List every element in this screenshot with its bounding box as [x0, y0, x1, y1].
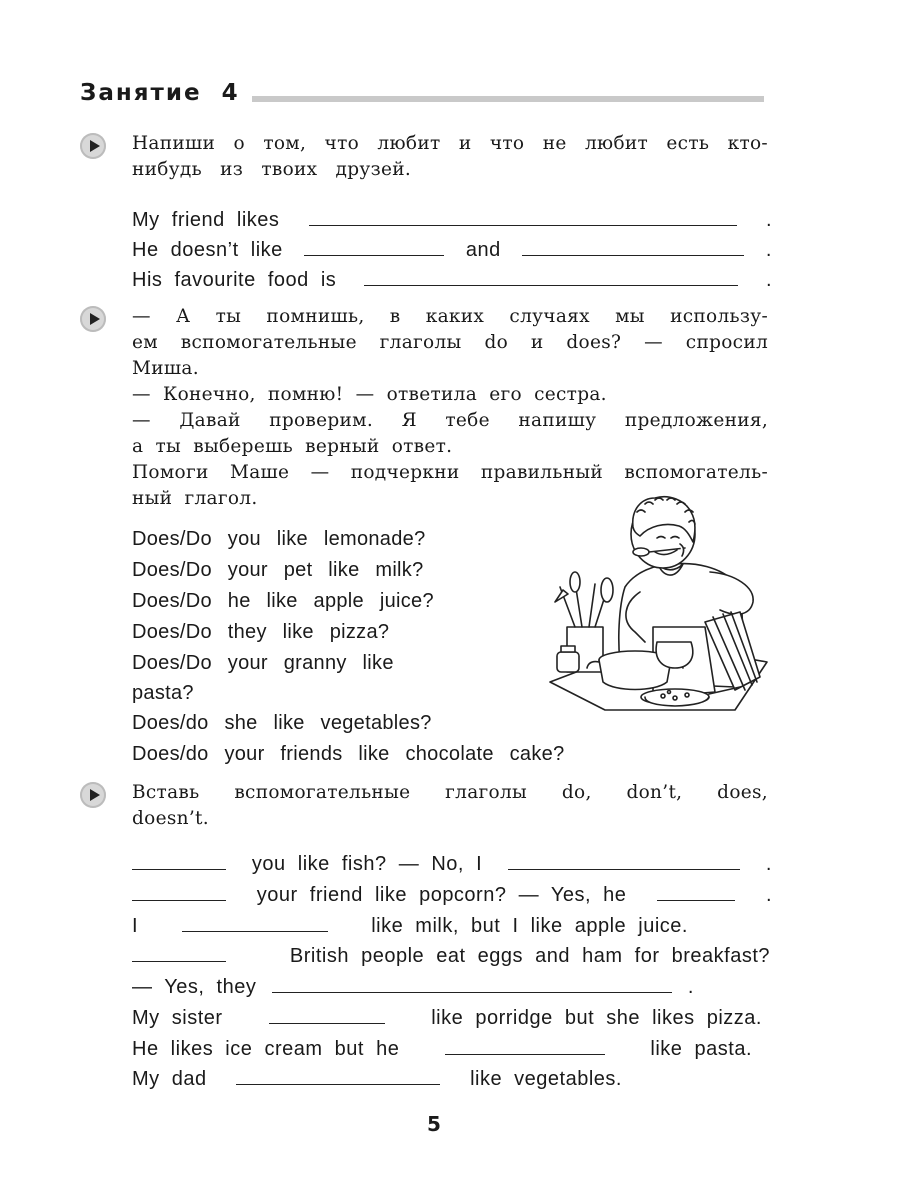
answer-blank[interactable] [508, 868, 740, 870]
task1-line-doesnt-like [132, 232, 772, 262]
task1-line2-prefix: He doesn’t like [132, 239, 283, 261]
end-dot: . [765, 209, 772, 231]
play-arrow-icon [80, 133, 106, 159]
play-arrow-icon [80, 306, 106, 332]
task3-s6-pre: My sister [132, 1007, 223, 1029]
task3-s3-pre: I [132, 915, 139, 937]
task3-s7-post: like pasta. [650, 1038, 752, 1060]
task3-s4-post: British people eat eggs and ham for breakfast? [289, 945, 770, 967]
task2-text-line6: а ты выберешь верный ответ. [132, 436, 453, 457]
lesson-heading: Занятие 4 [80, 80, 240, 106]
task2-text-line1: — А ты помнишь, в каких случаях мы использу- [132, 306, 768, 327]
task1-line3-prefix: His favourite food is [132, 269, 337, 291]
end-dot: . [765, 239, 772, 261]
task3-sentence-2 [132, 877, 772, 907]
task2-text-line8: ный глагол. [132, 488, 258, 509]
heading-rule [252, 96, 764, 102]
task3-s5-pre: — Yes, they [132, 976, 257, 998]
end-dot: . [687, 976, 694, 998]
end-dot: . [765, 269, 772, 291]
granny-cooking-illustration [545, 492, 770, 714]
task3-s7-pre: He likes ice cream but he [132, 1038, 400, 1060]
answer-blank[interactable] [132, 899, 226, 901]
task1-line1-prefix: My friend likes [132, 209, 280, 231]
task1-line2-and: and [465, 239, 501, 261]
task1-line-friend-likes [132, 202, 772, 232]
task2-text-line4: — Конечно, помню! — ответила его сестра. [132, 384, 607, 405]
question-item[interactable]: Does/do your friends like chocolate cake? [132, 743, 565, 765]
task3-sentence-8 [132, 1061, 622, 1091]
task3-sentence-6 [132, 1000, 762, 1030]
question-item[interactable]: Does/Do you like lemonade? [132, 528, 426, 550]
task2-text-line7: Помоги Маше — подчеркни правильный вспомогатель- [132, 462, 768, 483]
answer-blank[interactable] [657, 899, 735, 901]
answer-blank[interactable] [522, 254, 744, 256]
task3-s8-pre: My dad [132, 1068, 207, 1090]
task3-sentence-4 [132, 938, 770, 968]
question-item[interactable]: Does/Do he like apple juice? [132, 590, 434, 612]
task2-text-line5: — Давай проверим. Я тебе напишу предложения, [132, 410, 768, 431]
task2-text-line2: ем вспомогательные глаголы do и does? — спросил [132, 332, 768, 353]
task3-s8-post: like vegetables. [470, 1068, 622, 1090]
answer-blank[interactable] [132, 868, 226, 870]
answer-blank[interactable] [236, 1083, 440, 1085]
question-item[interactable]: Does/Do they like pizza? [132, 621, 390, 643]
play-arrow-icon [80, 782, 106, 808]
end-dot: . [765, 884, 772, 906]
answer-blank[interactable] [182, 930, 328, 932]
task3-sentence-3 [132, 908, 688, 938]
answer-blank[interactable] [445, 1053, 605, 1055]
question-item[interactable]: Does/Do your pet like milk? [132, 559, 424, 581]
task3-instruction-line1: Вставь вспомогательные глаголы do, don’t, does, [132, 782, 768, 803]
question-item[interactable]: Does/do she like vegetables? [132, 712, 432, 734]
answer-blank[interactable] [132, 960, 226, 962]
task3-sentence-1 [132, 846, 772, 876]
task3-s1-text: you like fish? — No, I [251, 853, 483, 875]
task3-s6-post: like porridge but she likes pizza. [431, 1007, 762, 1029]
page-number: 5 [427, 1112, 441, 1136]
answer-blank[interactable] [269, 1022, 385, 1024]
question-item[interactable]: Does/Do your granny like [132, 652, 394, 674]
task3-sentence-5 [132, 969, 694, 999]
task1-instruction-line2: нибудь из твоих друзей. [132, 159, 412, 180]
question-item-continued: pasta? [132, 682, 194, 704]
task1-instruction-line1: Напиши о том, что любит и что не любит есть кто- [132, 133, 768, 154]
answer-blank[interactable] [309, 224, 737, 226]
task3-s3-post: like milk, but I like apple juice. [371, 915, 688, 937]
answer-blank[interactable] [364, 284, 738, 286]
task2-text-line3: Миша. [132, 358, 199, 379]
task1-line-favourite-food [132, 262, 772, 292]
answer-blank[interactable] [304, 254, 444, 256]
task3-instruction-line2: doesn’t. [132, 808, 209, 829]
task3-sentence-7 [132, 1031, 752, 1061]
end-dot: . [765, 853, 772, 875]
answer-blank[interactable] [272, 991, 672, 993]
task3-s2-text: your friend like popcorn? — Yes, he [256, 884, 627, 906]
